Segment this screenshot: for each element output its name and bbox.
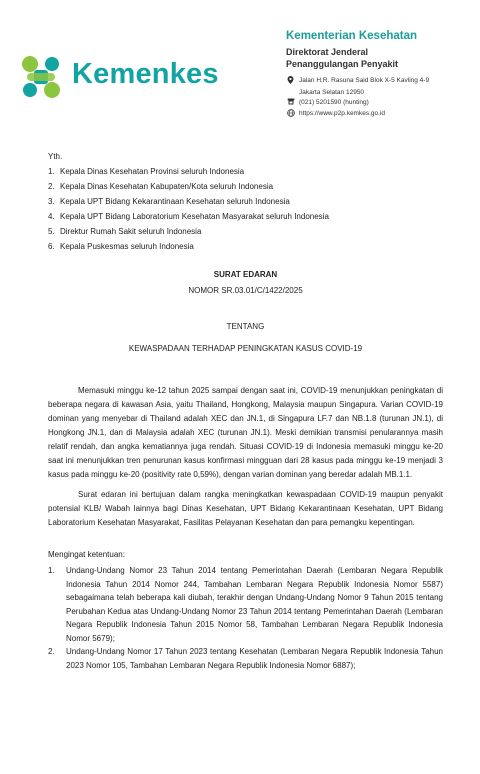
letter-subject: KEWASPADAAN TERHADAP PENINGKATAN KASUS COVID-19 — [128, 344, 363, 353]
list-item: 1. Kepala Dinas Kesehatan Provinsi seluruh Indonesia — [48, 167, 245, 176]
salutation: Yth. — [48, 152, 63, 161]
paragraph-purpose: Surat edaran ini bertujuan dalam rangka meningkatkan kewaspadaan COVID-19 maupun penyakit potensial KLB/ Wabah lainnya bagi Dinas Kesehatan, UPT Bidang Kekarantinaan Kesehatan, UPT Bidang Laboratorium Kesehatan Masyarakat, Fasilitas Pelayanan Kesehatan dan para pemangku kepentingan. — [48, 490, 443, 527]
phone-number: (021) 5201590 (hunting) — [299, 99, 369, 106]
website-row — [286, 109, 429, 121]
website-link[interactable]: https://www.p2p.kemkes.go.id — [299, 110, 385, 117]
addressee-block — [48, 150, 443, 254]
paragraph-situation: Memasuki minggu ke-12 tahun 2025 sampai dengan saat ini, COVID-19 menunjukkan peningkatan di beberapa negara di kawasan Asia, yaitu Thailand, Hongkong, Malaysia maupun Singapura. Varian COVID-19 dominan yang menyebar di Thailand adalah XEC dan JN.1, di Singapura LF.7 dan NB.1.8 (turunan JN.1), di Hongkong JN.1, dan di Malaysia adalah XEC (turunan JN.1). Meski demikian transmisi penularannya masih relatif rendah, dan angka kematiannya juga rendah. Situasi COVID-19 di Indonesia memasuki minggu ke-20 saat ini menunjukkan tren penurunan kasus konfirmasi mingguan dari 28 kasus pada minggu ke-19 menjadi 3 kasus pada minggu ke-20 (positivity rate 0,59%), dengan varian dominan yang beredar adalah MB.1.1. — [48, 386, 443, 479]
phone-icon — [286, 98, 295, 109]
letter-number: NOMOR SR.03.01/C/1422/2025 — [188, 286, 303, 295]
addressee-list — [48, 164, 443, 254]
phone-row — [286, 98, 429, 109]
list-item: 2. Kepala Dinas Kesehatan Kabupaten/Kota seluruh Indonesia — [48, 182, 274, 191]
directorate-line-1: Direktorat Jenderal — [286, 47, 369, 57]
list-item: 3. Kepala UPT Bidang Kekarantinaan Kesehatan seluruh Indonesia — [48, 197, 290, 206]
address-row — [286, 76, 429, 88]
letter-body — [48, 150, 443, 672]
list-item: 6. Kepala Puskesmas seluruh Indonesia — [48, 242, 194, 251]
address-line-2: Jakarta Selatan 12950 — [299, 89, 365, 96]
about-label: TENTANG — [226, 322, 265, 331]
brand-wordmark: Kemenkes — [72, 58, 219, 90]
address-line-1: Jalan H.R. Rasuna Said Blok X-5 Kavling 4-9 — [299, 77, 430, 84]
letter-title: SURAT EDARAN — [213, 270, 278, 279]
list-item: 1. Undang-Undang Nomor 23 Tahun 2014 tentang Pemerintahan Daerah (Lembaran Negara Republik Indonesia Tahun 2014 Nomor 244, Tambahan Lembaran Negara Republik Indonesia Nomor 5587) sebagaimana telah beberapa kali diubah, terakhir dengan Undang-Undang Nomor 9 Tahun 2015 tentang Perubahan Kedua atas Undang-Undang Nomor 23 Tahun 2014 tentang Pemerintahan Daerah (Lembaran Negara Republik Indonesia Tahun 2015 Nomor 58, Tambahan Lembaran Negara Republik Indonesia Nomor 5679); — [48, 566, 443, 643]
list-item: 2. Undang-Undang Nomor 17 Tahun 2023 tentang Kesehatan (Lembaran Negara Republik Indonesia Tahun 2023 Nomor 105, Tambahan Lembaran Negara Republik Indonesia Nomor 6887); — [48, 647, 443, 670]
location-pin-icon — [286, 76, 295, 88]
list-item: 5. Direktur Rumah Sakit seluruh Indonesia — [48, 227, 202, 236]
list-item: 4. Kepala UPT Bidang Laboratorium Kesehatan Masyarakat seluruh Indonesia — [48, 212, 329, 221]
globe-icon — [286, 109, 295, 121]
ministry-name: Kementerian Kesehatan — [286, 30, 418, 42]
directorate-line-2: Penanggulangan Penyakit — [286, 59, 399, 69]
references-list — [48, 564, 443, 672]
contact-block — [286, 76, 429, 121]
considering-label: Mengingat ketentuan: — [48, 550, 125, 559]
directorate-name — [286, 46, 398, 70]
kemenkes-logo-icon — [18, 52, 64, 102]
